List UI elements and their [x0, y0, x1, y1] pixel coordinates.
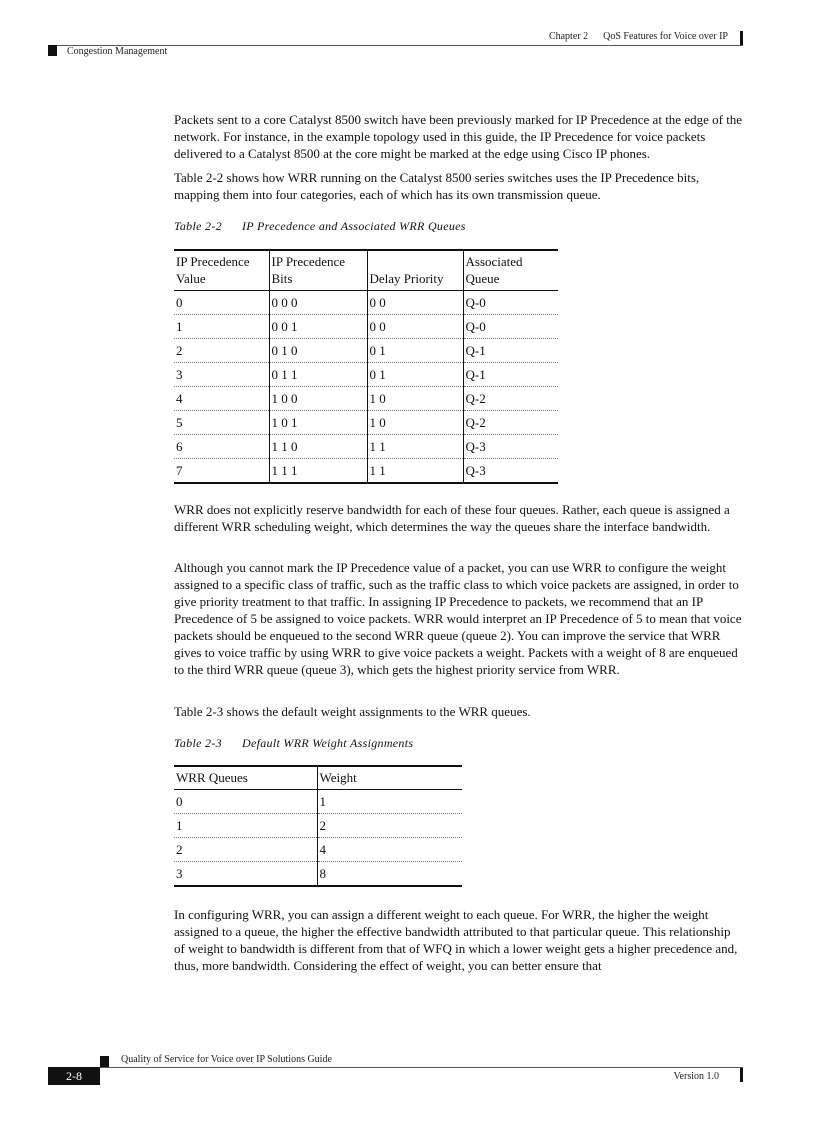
paragraph-4: Although you cannot mark the IP Precedence value of a packet, you can use WRR to configure the weight assigned to a specific class of traffic, such as the traffic class to which voice packets are assigned, in order to give priority treatment to that traffic. In assigning IP Precedence to packets, we recommend that an IP Precedence of 5 be assigned to voice packets. WRR would interpret an IP Precedence of 5 to mean that voice packets should be enqueued to the second WRR queue (queue 2). You can improve the service that WRR gives to voice traffic by using WRR to give voice packets a weight. Packets with a weight of 8 are enqueued to the third WRR queue (queue 3), which gets the highest priority service from WRR. [174, 560, 742, 677]
table-cell: 1 0 [367, 411, 463, 435]
table-cell: 1 1 [367, 459, 463, 484]
table-cell: Q-3 [463, 435, 558, 459]
paragraph-3: WRR does not explicitly reserve bandwidth for each of these four queues. Rather, each queue is assigned a different WRR scheduling weight, which determines the way the queues share the interface bandwidth. [174, 502, 730, 534]
table-row [174, 363, 558, 387]
table-cell: Q-2 [463, 387, 558, 411]
table-cell: 0 0 [367, 315, 463, 339]
col-header: IP Precedence Value [174, 250, 269, 291]
section-title: Congestion Management [67, 46, 168, 57]
table-title: Default WRR Weight Assignments [242, 736, 414, 750]
table-row [174, 838, 462, 862]
chapter-title: QoS Features for Voice over IP [603, 31, 728, 42]
header-bar [740, 31, 743, 45]
table-cell: Q-0 [463, 291, 558, 315]
page-number: 2-8 [48, 1067, 100, 1085]
table-row [174, 790, 462, 814]
footer-rule [48, 1067, 743, 1068]
table-cell: 1 1 1 [269, 459, 367, 484]
table-cell: 6 [174, 435, 269, 459]
ip-precedence-table [174, 249, 558, 484]
table-row [174, 291, 558, 315]
paragraph-6: In configuring WRR, you can assign a different weight to each queue. For WRR, the higher the weight assigned to a queue, the higher the effective bandwidth attributed to that particular queue. This relationship of weight to bandwidth is different from that of WFQ in which a lower weight gets a higher precedence and, thus, more bandwidth. Considering the effect of weight, you can better ensure that [174, 907, 738, 973]
table-number: Table 2-2 [174, 219, 222, 233]
paragraph-5: Table 2-3 shows the default weight assignments to the WRR queues. [174, 704, 531, 719]
table-header-row [174, 250, 558, 291]
table-cell: 0 1 0 [269, 339, 367, 363]
table-cell: Q-1 [463, 363, 558, 387]
table-cell: 1 0 0 [269, 387, 367, 411]
table-cell: 1 [317, 790, 462, 814]
table-cell: 2 [174, 838, 317, 862]
table-row [174, 862, 462, 887]
table-row [174, 339, 558, 363]
running-header [549, 31, 728, 42]
table-cell: Q-0 [463, 315, 558, 339]
table-cell: 1 [174, 315, 269, 339]
chapter-label: Chapter 2 [548, 31, 589, 42]
table-row [174, 387, 558, 411]
table-cell: 0 0 1 [269, 315, 367, 339]
footer-bar [740, 1068, 743, 1082]
table-row [174, 814, 462, 838]
table-cell: 0 1 [367, 363, 463, 387]
col-header: WRR Queues [174, 766, 317, 790]
paragraph-2: Table 2-2 shows how WRR running on the Catalyst 8500 series switches uses the IP Precedence bits, mapping them into four categories, each of which has its own transmission queue. [174, 170, 700, 202]
table-cell: 1 [174, 814, 317, 838]
book-title: Quality of Service for Voice over IP Solutions Guide [121, 1054, 332, 1065]
col-header: Associated Queue [463, 250, 558, 291]
table-cell: Q-1 [463, 339, 558, 363]
wrr-weight-table [174, 765, 462, 887]
table-cell: 2 [317, 814, 462, 838]
table-cell: 3 [174, 862, 317, 887]
table-cell: 5 [174, 411, 269, 435]
col-header: IP Precedence Bits [269, 250, 367, 291]
table-cell: 4 [317, 838, 462, 862]
table-number: Table 2-3 [174, 736, 222, 750]
table-cell: 1 0 1 [269, 411, 367, 435]
table-cell: Q-2 [463, 411, 558, 435]
footer-marker [100, 1056, 109, 1067]
table-cell: 7 [174, 459, 269, 484]
table-cell: 0 0 [367, 291, 463, 315]
table-cell: 0 1 [367, 339, 463, 363]
table-cell: 2 [174, 339, 269, 363]
table-row [174, 459, 558, 484]
table-cell: 0 1 1 [269, 363, 367, 387]
table-cell: 1 1 0 [269, 435, 367, 459]
table-header-row [174, 766, 462, 790]
table-row [174, 435, 558, 459]
table-cell: 8 [317, 862, 462, 887]
table-cell: Q-3 [463, 459, 558, 484]
table-cell: 3 [174, 363, 269, 387]
table-cell: 4 [174, 387, 269, 411]
col-header: Weight [317, 766, 462, 790]
table-caption [174, 219, 466, 234]
table-cell: 1 1 [367, 435, 463, 459]
table-row [174, 315, 558, 339]
table-caption [174, 736, 413, 751]
table-row [174, 411, 558, 435]
table-cell: 0 [174, 790, 317, 814]
col-header: Delay Priority [367, 250, 463, 291]
table-title: IP Precedence and Associated WRR Queues [242, 219, 466, 233]
section-marker [48, 45, 57, 56]
version-label: Version 1.0 [673, 1071, 719, 1082]
table-cell: 0 0 0 [269, 291, 367, 315]
table-cell: 1 0 [367, 387, 463, 411]
table-cell: 0 [174, 291, 269, 315]
paragraph-1: Packets sent to a core Catalyst 8500 switch have been previously marked for IP Precedence at the edge of the network. For instance, in the example topology used in this guide, the IP Precedence for voice packets delivered to a Catalyst 8500 at the core might be marked at the edge using Cisco IP phones. [174, 112, 743, 161]
